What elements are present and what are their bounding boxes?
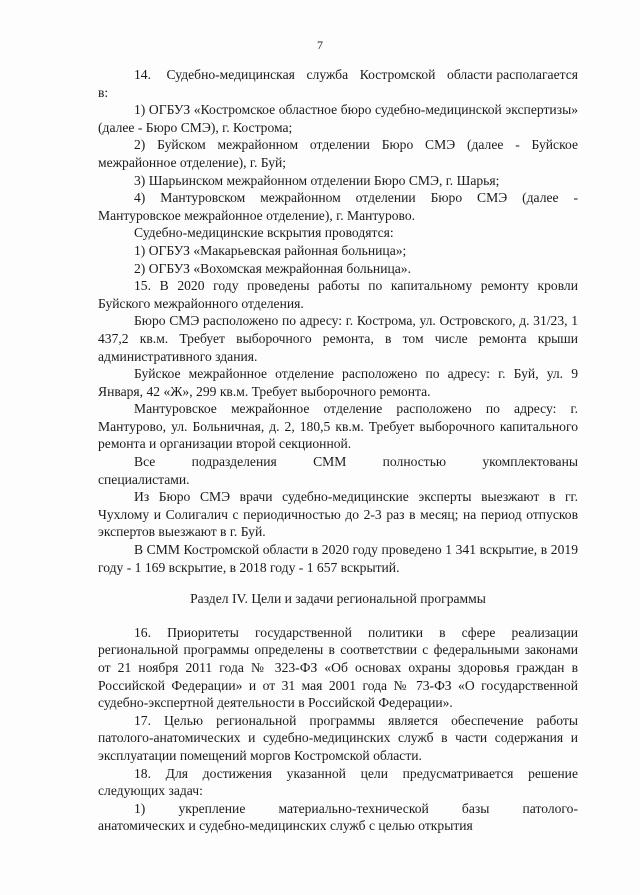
paragraph: 15. В 2020 году проведены работы по капитальному ремонту кровли Буйского межрайонного отделения.: [98, 278, 578, 311]
paragraph: 1) ОГБУЗ «Макарьевская районная больница»;: [134, 242, 407, 258]
paragraph: 1) ОГБУЗ «Костромское областное бюро судебно-медицинской экспертизы» (далее - Бюро СМЭ), г. Кострома;: [98, 102, 578, 135]
paragraph: Буйское межрайонное отделение расположено по адресу: г. Буй, ул. 9 Января, 42 «Ж», 299 кв.м. Требует выборочного ремонта.: [98, 366, 578, 399]
page-number: 7: [317, 38, 323, 52]
paragraph: В СММ Костромской области в 2020 году проведено 1 341 вскрытие, в 2019 году - 1 169 вскрытие, в 2018 году - 1 657 вскрытий.: [98, 542, 578, 575]
paragraph: Судебно-медицинские вскрытия проводятся:: [134, 225, 394, 241]
paragraph: Мантуровское межрайонное отделение расположено по адресу: г. Мантурово, ул. Больничная, д. 2, 180,5 кв.м. Требует выборочного капитального ремонта и организации второй секционной.: [98, 401, 578, 452]
section-heading: Раздел IV. Цели и задачи региональной программы: [190, 591, 486, 607]
paragraph: Из Бюро СМЭ врачи судебно-медицинские эксперты выезжают в гг. Чухлому и Солигалич с периодичностью до 2-3 раз в месяц; на период отпусков экспертов выезжают в г. Буй.: [98, 489, 578, 540]
paragraph: 17. Целью региональной программы является обеспечение работы патолого-анатомических и судебно-медицинских служб в части содержания и эксплуатации помещений моргов Костромской области.: [98, 712, 578, 763]
paragraph: 16. Приоритеты государственной политики в сфере реализации региональной программы определены в соответствии с федеральными законами от 21 ноября 2011 года № 323-ФЗ «Об основах охраны здоровья граждан в Российской Федерации» и от 31 мая 2001 года № 73-ФЗ «О государственной судебно-экспертной деятельности в Российской Федерации».: [98, 624, 578, 711]
paragraph: 2) ОГБУЗ «Вохомская межрайонная больница».: [134, 260, 411, 276]
paragraph: 4) Мантуровском межрайонном отделении Бюро СМЭ (далее - Мантуровское межрайонное отделение), г. Мантурово.: [98, 190, 578, 223]
paragraph: Бюро СМЭ расположено по адресу: г. Кострома, ул. Островского, д. 31/23, 1 437,2 кв.м. Требует выборочного ремонта, в том числе ремонта крыши административного здания.: [98, 313, 578, 364]
body-text: [98, 66, 578, 835]
paragraph: 18. Для достижения указанной цели предусматривается решение следующих задач:: [98, 765, 578, 799]
paragraph: 2) Буйском межрайонном отделении Бюро СМЭ (далее - Буйское межрайонное отделение), г. Буй;: [98, 137, 578, 170]
paragraph: Все подразделения СММ полностью укомплектованы специалистами.: [98, 454, 578, 487]
paragraph: 3) Шарьинском межрайонном отделении Бюро СМЭ, г. Шарья;: [134, 172, 500, 188]
paragraph: 1) укрепление материально-технической базы патолого-анатомических и судебно-медицинских служб с целью открытия: [98, 800, 578, 834]
paragraph: 14. Судебно-медицинская служба Костромской области располагается в:: [98, 67, 578, 100]
